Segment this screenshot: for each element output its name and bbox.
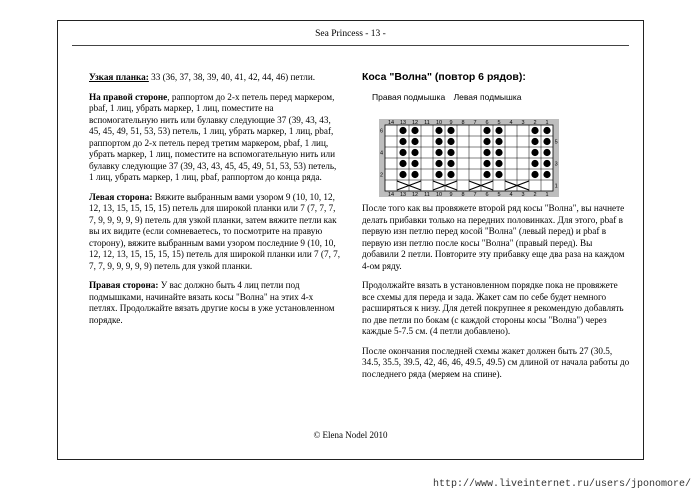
row-number: 3 [554,161,558,168]
purl-dot [435,138,442,145]
row-number: 2 [379,172,384,179]
purl-dot [495,127,502,134]
column-number: 8 [461,120,465,127]
page-frame [57,20,644,460]
knitting-chart-svg [379,119,567,205]
column-number: 12 [411,192,419,199]
purl-dot [531,138,538,145]
purl-dot [399,138,406,145]
purl-dot [411,138,418,145]
column-number: 2 [533,120,537,127]
purl-dot [495,171,502,178]
purl-dot [447,138,454,145]
cable-chart-title: Коса "Волна" (повтор 6 рядов): [362,71,526,83]
purl-dot [483,171,490,178]
purl-dot [483,138,490,145]
purl-dot [543,138,550,145]
column-number: 12 [411,120,419,127]
purl-dot [483,149,490,156]
purl-dot [399,160,406,167]
paragraph-left-side: Левая сторона: Вяжите выбранным вами узором 9 (10, 10, 12, 12, 13, 15, 15, 15, 15) петель для широкой планки или 7 (7, 7, 7, 7, 9, 9, 9, 9, 9) петель для узкой планки, затем вяжите петли как вы их видите (если сомневаетесь, то посмотрите на правую сторону), вяжите выбранным вами узором последние 9 (10, 10, 12, 12, 13, 15, 15, 15, 15) петель для широкой планки или 7 (7, 7, 7, 7, 9, 9, 9, 9, 9) петель для узкой планки. [89,191,341,271]
paragraph-right-side-2: Правая сторона: У вас должно быть 4 лиц петли под подмышками, начинайте вязать косы "Волна" на этих 4-х петлях. Продолжайте вязать другие косы в уже установленном порядке. [89,280,335,325]
paragraph-right-side: На правой стороне, раппортом до 2-х петель перед маркером, pbaf, 1 лиц, убрать маркер, 1 лиц, поместите на вспомогательную нить или булавку следующие 37 (39, 43, 43, 45, 45, 49, 51, 53, 53) петель, 1 лиц, убрать маркер, 1 лиц, pbaf, раппортом до 2-х петель перед третим маркером, pbaf, 1 лиц, убрать маркер, 1 лиц, поместите на вспомогательную нить или булавку следующие 37 (39, 43, 43, 45, 45, 49, 51, 53, 53) петель, 1 лиц, убрать маркер, 1 лиц, pbaf, раппортом до конца ряда. [89,91,337,182]
purl-dot [495,160,502,167]
paragraph-increases: После того как вы провяжете второй ряд косы "Волна", вы начнете делать прибавки только на передних половинках. Для этого, pbaf в первую изн петлю перед косой "Волна" (левый перед) и pbaf в первую изн петлю после косы "Волна" (правый перед). Вы добавили 2 петли. Повторите эту прибавку еще два раза на каждом 4-ом ряду. [362,203,625,271]
column-number: 11 [424,192,430,199]
column-number: 4 [509,120,513,127]
column-number: 2 [533,192,537,199]
paragraph-narrow-band: Узкая планка: 33 (36, 37, 38, 39, 40, 41, 42, 44, 46) петли. [89,72,316,82]
purl-dot [399,149,406,156]
column-number: 1 [545,192,549,199]
purl-dot [495,138,502,145]
purl-dot [447,160,454,167]
purl-dot [435,171,442,178]
purl-dot [411,160,418,167]
purl-dot [435,149,442,156]
column-number: 3 [521,192,525,199]
column-number: 11 [424,120,430,127]
column-number: 7 [473,120,477,127]
column-number: 9 [449,192,453,199]
column-number: 10 [435,120,443,127]
purl-dot [543,171,550,178]
column-number: 1 [545,120,549,127]
purl-dot [399,127,406,134]
page-header: Sea Princess - 13 - [315,29,386,39]
column-number: 5 [497,120,501,127]
row-number: 4 [379,150,384,157]
column-number: 5 [497,192,501,199]
column-number: 3 [521,120,525,127]
purl-dot [447,171,454,178]
column-number: 9 [449,120,453,127]
column-number: 6 [485,120,489,127]
purl-dot [531,127,538,134]
left-underarm-label: Левая подмышка [453,91,522,102]
watermark-url: http://www.liveinternet.ru/users/jponomore/ [432,479,691,490]
purl-dot [483,127,490,134]
left-column [89,72,341,334]
paragraph-continue: Продолжайте вязать в установленном порядке пока не провяжете все схемы для переда и зада. Жакет сам по себе будет немного расширяться к низу. Для детей покрупнее я рекомендую добавлять по две петли по бокам (с каждой стороны косы "Волна") через каждые 5-7.5 см. (4 петли добавлено). [362,280,624,336]
chart-side-labels [372,92,630,104]
row-number: 5 [554,139,558,146]
purl-dot [435,127,442,134]
column-number: 8 [461,192,465,199]
purl-dot [543,149,550,156]
purl-dot [543,127,550,134]
purl-dot [447,127,454,134]
purl-dot [411,149,418,156]
purl-dot [531,149,538,156]
purl-dot [399,171,406,178]
purl-dot [411,127,418,134]
row-number: 1 [554,183,558,190]
header-rule [72,45,629,46]
column-number: 14 [387,120,395,127]
purl-dot [543,160,550,167]
purl-dot [435,160,442,167]
paragraph-length: После окончания последней схемы жакет должен быть 27 (30.5, 34.5, 35.5, 39.5, 42, 46, 46, 49.5, 49.5) см длиной от начала работы до последнего ряда (меряем на спине). [362,345,630,379]
knitting-chart [379,119,567,210]
copyright: © Elena Nodel 2010 [313,430,388,440]
purl-dot [447,149,454,156]
purl-dot [411,171,418,178]
row-number: 6 [379,128,384,135]
column-number: 10 [435,192,443,199]
purl-dot [531,160,538,167]
column-number: 4 [509,192,513,199]
column-number: 13 [399,192,407,199]
column-number: 14 [387,192,395,199]
purl-dot [531,171,538,178]
column-number: 13 [399,120,407,127]
right-underarm-label: Правая подмышка [372,91,446,102]
column-number: 7 [473,192,477,199]
column-number: 6 [485,192,489,199]
purl-dot [483,160,490,167]
purl-dot [495,149,502,156]
